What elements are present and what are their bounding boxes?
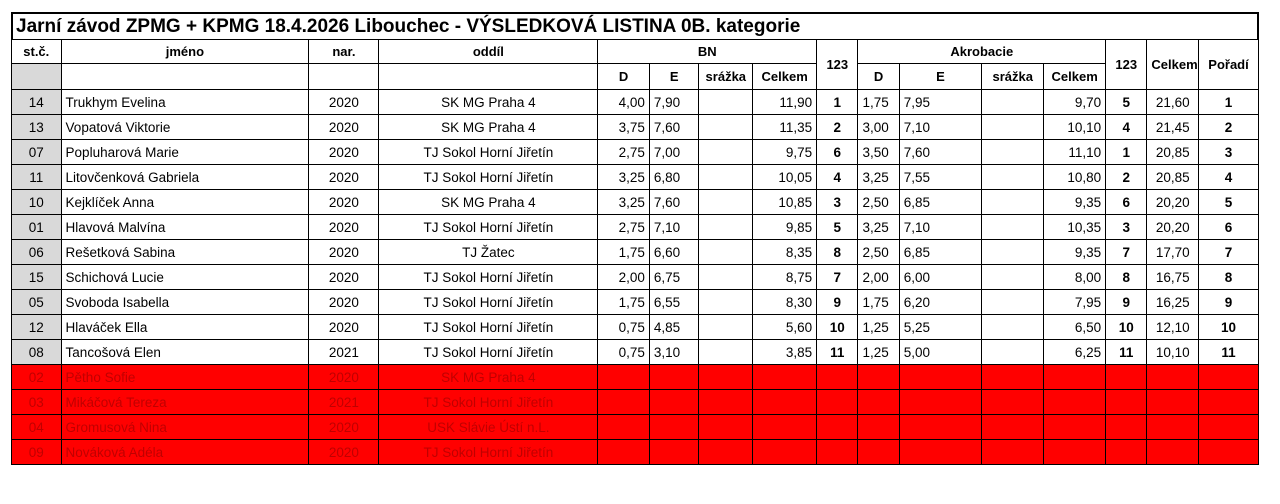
col-header-oddil: oddíl bbox=[379, 40, 598, 64]
table-row bbox=[12, 90, 1259, 115]
row-club: SK MG Praha 4 bbox=[379, 115, 598, 140]
row-bn-srazka bbox=[699, 190, 753, 215]
row-ak-celkem: 9,35 bbox=[1044, 190, 1106, 215]
row-birth-year: 2020 bbox=[309, 315, 379, 340]
blank-header-cell bbox=[379, 64, 598, 90]
empty-score-cell bbox=[1106, 390, 1147, 415]
row-ak-d: 3,00 bbox=[858, 115, 899, 140]
col-header-st: st.č. bbox=[12, 40, 62, 64]
empty-score-cell bbox=[1044, 365, 1106, 390]
row-name: Mikáčová Tereza bbox=[61, 390, 309, 415]
row-bn-celkem: 11,90 bbox=[753, 90, 817, 115]
row-ak-d: 1,25 bbox=[858, 315, 899, 340]
sub-header-bn-celkem: Celkem bbox=[753, 64, 817, 90]
row-ak-e: 5,25 bbox=[899, 315, 982, 340]
blank-header-cell bbox=[61, 64, 309, 90]
row-bn-rank: 2 bbox=[817, 115, 858, 140]
row-club: SK MG Praha 4 bbox=[379, 90, 598, 115]
row-ak-e: 7,10 bbox=[899, 115, 982, 140]
row-total: 10,10 bbox=[1147, 340, 1199, 365]
row-club: USK Slávie Ústí n.L. bbox=[379, 415, 598, 440]
row-name: Kejklíček Anna bbox=[61, 190, 309, 215]
empty-score-cell bbox=[817, 390, 858, 415]
empty-score-cell bbox=[858, 415, 899, 440]
row-bn-e: 4,85 bbox=[649, 315, 699, 340]
row-bn-d: 0,75 bbox=[598, 315, 650, 340]
row-bn-d: 4,00 bbox=[598, 90, 650, 115]
row-bn-e: 6,80 bbox=[649, 165, 699, 190]
row-st-number: 10 bbox=[12, 190, 62, 215]
row-ak-celkem: 9,70 bbox=[1044, 90, 1106, 115]
empty-score-cell bbox=[649, 365, 699, 390]
row-bn-celkem: 9,75 bbox=[753, 140, 817, 165]
header-row-2 bbox=[12, 64, 1259, 90]
row-ak-celkem: 7,95 bbox=[1044, 290, 1106, 315]
row-bn-srazka bbox=[699, 265, 753, 290]
row-name: Hlavová Malvína bbox=[61, 215, 309, 240]
row-total: 20,20 bbox=[1147, 215, 1199, 240]
row-bn-rank: 8 bbox=[817, 240, 858, 265]
header-row-1 bbox=[12, 40, 1259, 64]
col-header-poradi: Pořadí bbox=[1199, 40, 1259, 90]
row-bn-d: 1,75 bbox=[598, 290, 650, 315]
row-bn-d: 3,75 bbox=[598, 115, 650, 140]
row-birth-year: 2020 bbox=[309, 140, 379, 165]
empty-score-cell bbox=[1147, 440, 1199, 465]
empty-score-cell bbox=[649, 415, 699, 440]
row-bn-d: 2,00 bbox=[598, 265, 650, 290]
table-row-dns bbox=[12, 415, 1259, 440]
row-total: 20,85 bbox=[1147, 140, 1199, 165]
table-row bbox=[12, 140, 1259, 165]
row-bn-celkem: 10,85 bbox=[753, 190, 817, 215]
empty-score-cell bbox=[1044, 440, 1106, 465]
row-ak-d: 1,75 bbox=[858, 90, 899, 115]
row-bn-e: 7,00 bbox=[649, 140, 699, 165]
row-ak-celkem: 10,35 bbox=[1044, 215, 1106, 240]
row-bn-e: 7,90 bbox=[649, 90, 699, 115]
row-ak-d: 2,50 bbox=[858, 240, 899, 265]
row-name: Pětho Sofie bbox=[61, 365, 309, 390]
row-bn-rank: 6 bbox=[817, 140, 858, 165]
row-bn-d: 2,75 bbox=[598, 215, 650, 240]
row-name: Trukhym Evelina bbox=[61, 90, 309, 115]
row-bn-rank: 4 bbox=[817, 165, 858, 190]
row-placement: 2 bbox=[1199, 115, 1259, 140]
sub-header-ak-e: E bbox=[899, 64, 982, 90]
row-st-number: 13 bbox=[12, 115, 62, 140]
empty-score-cell bbox=[817, 440, 858, 465]
row-club: TJ Sokol Horní Jiřetín bbox=[379, 290, 598, 315]
row-ak-celkem: 11,10 bbox=[1044, 140, 1106, 165]
row-club: SK MG Praha 4 bbox=[379, 190, 598, 215]
table-row bbox=[12, 215, 1259, 240]
table-row bbox=[12, 115, 1259, 140]
row-bn-srazka bbox=[699, 315, 753, 340]
row-bn-d: 1,75 bbox=[598, 240, 650, 265]
row-birth-year: 2020 bbox=[309, 265, 379, 290]
row-ak-srazka bbox=[982, 140, 1044, 165]
row-ak-d: 3,50 bbox=[858, 140, 899, 165]
row-name: Rešetková Sabina bbox=[61, 240, 309, 265]
table-row-dns bbox=[12, 440, 1259, 465]
row-bn-rank: 7 bbox=[817, 265, 858, 290]
row-bn-srazka bbox=[699, 115, 753, 140]
row-name: Nováková Adéla bbox=[61, 440, 309, 465]
row-st-number: 07 bbox=[12, 140, 62, 165]
row-placement: 8 bbox=[1199, 265, 1259, 290]
row-ak-e: 6,85 bbox=[899, 240, 982, 265]
sub-header-ak-d: D bbox=[858, 64, 899, 90]
empty-score-cell bbox=[1199, 415, 1259, 440]
empty-score-cell bbox=[1106, 365, 1147, 390]
empty-score-cell bbox=[858, 390, 899, 415]
row-bn-celkem: 10,05 bbox=[753, 165, 817, 190]
row-birth-year: 2020 bbox=[309, 90, 379, 115]
row-st-number: 05 bbox=[12, 290, 62, 315]
empty-score-cell bbox=[649, 390, 699, 415]
row-bn-celkem: 11,35 bbox=[753, 115, 817, 140]
sheet-title: Jarní závod ZPMG + KPMG 18.4.2026 Libouchec - VÝSLEDKOVÁ LISTINA 0B. kategorie bbox=[11, 12, 1259, 39]
row-st-number: 11 bbox=[12, 165, 62, 190]
row-name: Svoboda Isabella bbox=[61, 290, 309, 315]
row-birth-year: 2020 bbox=[309, 415, 379, 440]
row-bn-rank: 1 bbox=[817, 90, 858, 115]
col-header-nar: nar. bbox=[309, 40, 379, 64]
empty-score-cell bbox=[1147, 415, 1199, 440]
empty-score-cell bbox=[753, 440, 817, 465]
row-placement: 10 bbox=[1199, 315, 1259, 340]
row-st-number: 12 bbox=[12, 315, 62, 340]
empty-score-cell bbox=[817, 415, 858, 440]
row-ak-srazka bbox=[982, 340, 1044, 365]
row-name: Schichová Lucie bbox=[61, 265, 309, 290]
table-row bbox=[12, 190, 1259, 215]
row-ak-celkem: 9,35 bbox=[1044, 240, 1106, 265]
table-row bbox=[12, 340, 1259, 365]
row-club: TJ Sokol Horní Jiřetín bbox=[379, 340, 598, 365]
row-bn-srazka bbox=[699, 140, 753, 165]
row-st-number: 01 bbox=[12, 215, 62, 240]
row-birth-year: 2020 bbox=[309, 240, 379, 265]
row-club: TJ Sokol Horní Jiřetín bbox=[379, 265, 598, 290]
row-club: SK MG Praha 4 bbox=[379, 365, 598, 390]
row-st-number: 09 bbox=[12, 440, 62, 465]
row-ak-rank: 3 bbox=[1106, 215, 1147, 240]
row-ak-rank: 4 bbox=[1106, 115, 1147, 140]
row-total: 16,25 bbox=[1147, 290, 1199, 315]
row-bn-rank: 10 bbox=[817, 315, 858, 340]
row-st-number: 14 bbox=[12, 90, 62, 115]
empty-score-cell bbox=[982, 390, 1044, 415]
row-name: Gromusová Nina bbox=[61, 415, 309, 440]
row-ak-rank: 2 bbox=[1106, 165, 1147, 190]
empty-score-cell bbox=[817, 365, 858, 390]
row-birth-year: 2020 bbox=[309, 440, 379, 465]
row-club: TJ Sokol Horní Jiřetín bbox=[379, 215, 598, 240]
row-ak-rank: 10 bbox=[1106, 315, 1147, 340]
row-total: 17,70 bbox=[1147, 240, 1199, 265]
results-sheet bbox=[11, 12, 1259, 465]
row-ak-srazka bbox=[982, 315, 1044, 340]
empty-score-cell bbox=[699, 365, 753, 390]
row-ak-srazka bbox=[982, 90, 1044, 115]
row-bn-celkem: 9,85 bbox=[753, 215, 817, 240]
empty-score-cell bbox=[899, 365, 982, 390]
row-club: TJ Žatec bbox=[379, 240, 598, 265]
empty-score-cell bbox=[753, 365, 817, 390]
row-ak-srazka bbox=[982, 115, 1044, 140]
row-bn-rank: 9 bbox=[817, 290, 858, 315]
row-ak-rank: 7 bbox=[1106, 240, 1147, 265]
row-birth-year: 2021 bbox=[309, 390, 379, 415]
row-placement: 7 bbox=[1199, 240, 1259, 265]
row-name: Tancošová Elen bbox=[61, 340, 309, 365]
row-ak-celkem: 10,80 bbox=[1044, 165, 1106, 190]
empty-score-cell bbox=[899, 415, 982, 440]
row-bn-rank: 5 bbox=[817, 215, 858, 240]
empty-score-cell bbox=[598, 440, 650, 465]
empty-score-cell bbox=[1106, 415, 1147, 440]
col-header-bn-rank: 123 bbox=[817, 40, 858, 90]
empty-score-cell bbox=[598, 415, 650, 440]
row-bn-celkem: 8,30 bbox=[753, 290, 817, 315]
row-bn-e: 6,60 bbox=[649, 240, 699, 265]
table-row bbox=[12, 265, 1259, 290]
table-row bbox=[12, 240, 1259, 265]
empty-score-cell bbox=[753, 390, 817, 415]
row-placement: 9 bbox=[1199, 290, 1259, 315]
empty-score-cell bbox=[1106, 440, 1147, 465]
row-ak-rank: 11 bbox=[1106, 340, 1147, 365]
row-ak-e: 7,55 bbox=[899, 165, 982, 190]
row-bn-srazka bbox=[699, 290, 753, 315]
row-bn-e: 7,10 bbox=[649, 215, 699, 240]
row-placement: 3 bbox=[1199, 140, 1259, 165]
row-ak-celkem: 6,50 bbox=[1044, 315, 1106, 340]
blank-header-cell bbox=[12, 64, 62, 90]
row-ak-celkem: 6,25 bbox=[1044, 340, 1106, 365]
row-bn-d: 2,75 bbox=[598, 140, 650, 165]
row-total: 12,10 bbox=[1147, 315, 1199, 340]
empty-score-cell bbox=[858, 440, 899, 465]
empty-score-cell bbox=[1147, 365, 1199, 390]
row-bn-srazka bbox=[699, 340, 753, 365]
sub-header-ak-srazka: srážka bbox=[982, 64, 1044, 90]
col-header-jmeno: jméno bbox=[61, 40, 309, 64]
row-birth-year: 2020 bbox=[309, 215, 379, 240]
row-bn-d: 3,25 bbox=[598, 165, 650, 190]
row-club: TJ Sokol Horní Jiřetín bbox=[379, 315, 598, 340]
row-birth-year: 2020 bbox=[309, 165, 379, 190]
empty-score-cell bbox=[699, 440, 753, 465]
empty-score-cell bbox=[899, 440, 982, 465]
row-name: Litovčenková Gabriela bbox=[61, 165, 309, 190]
row-birth-year: 2020 bbox=[309, 115, 379, 140]
empty-score-cell bbox=[982, 365, 1044, 390]
row-name: Vopatová Viktorie bbox=[61, 115, 309, 140]
row-ak-d: 3,25 bbox=[858, 215, 899, 240]
row-bn-celkem: 3,85 bbox=[753, 340, 817, 365]
row-st-number: 03 bbox=[12, 390, 62, 415]
row-bn-e: 6,55 bbox=[649, 290, 699, 315]
row-ak-e: 5,00 bbox=[899, 340, 982, 365]
table-row-dns bbox=[12, 390, 1259, 415]
row-ak-d: 2,00 bbox=[858, 265, 899, 290]
row-birth-year: 2020 bbox=[309, 190, 379, 215]
row-club: TJ Sokol Horní Jiřetín bbox=[379, 440, 598, 465]
row-ak-e: 7,95 bbox=[899, 90, 982, 115]
table-row-dns bbox=[12, 365, 1259, 390]
row-ak-celkem: 8,00 bbox=[1044, 265, 1106, 290]
row-st-number: 08 bbox=[12, 340, 62, 365]
empty-score-cell bbox=[1044, 415, 1106, 440]
row-st-number: 06 bbox=[12, 240, 62, 265]
row-club: TJ Sokol Horní Jiřetín bbox=[379, 165, 598, 190]
row-ak-e: 7,60 bbox=[899, 140, 982, 165]
results-table bbox=[11, 39, 1259, 465]
empty-score-cell bbox=[1044, 390, 1106, 415]
row-ak-d: 3,25 bbox=[858, 165, 899, 190]
row-placement: 1 bbox=[1199, 90, 1259, 115]
col-header-celkem: Celkem bbox=[1147, 40, 1199, 90]
empty-score-cell bbox=[753, 415, 817, 440]
row-birth-year: 2020 bbox=[309, 365, 379, 390]
row-total: 21,60 bbox=[1147, 90, 1199, 115]
row-ak-srazka bbox=[982, 165, 1044, 190]
empty-score-cell bbox=[899, 390, 982, 415]
col-header-ak-rank: 123 bbox=[1106, 40, 1147, 90]
empty-score-cell bbox=[598, 390, 650, 415]
row-placement: 6 bbox=[1199, 215, 1259, 240]
row-ak-e: 6,00 bbox=[899, 265, 982, 290]
row-ak-d: 1,25 bbox=[858, 340, 899, 365]
row-bn-e: 7,60 bbox=[649, 115, 699, 140]
row-st-number: 02 bbox=[12, 365, 62, 390]
empty-score-cell bbox=[699, 415, 753, 440]
row-ak-rank: 5 bbox=[1106, 90, 1147, 115]
row-ak-rank: 8 bbox=[1106, 265, 1147, 290]
row-ak-d: 1,75 bbox=[858, 290, 899, 315]
row-bn-srazka bbox=[699, 215, 753, 240]
row-bn-srazka bbox=[699, 90, 753, 115]
row-st-number: 04 bbox=[12, 415, 62, 440]
row-ak-srazka bbox=[982, 265, 1044, 290]
empty-score-cell bbox=[1147, 390, 1199, 415]
row-ak-e: 6,20 bbox=[899, 290, 982, 315]
row-ak-d: 2,50 bbox=[858, 190, 899, 215]
row-ak-srazka bbox=[982, 190, 1044, 215]
row-placement: 4 bbox=[1199, 165, 1259, 190]
empty-score-cell bbox=[858, 365, 899, 390]
sub-header-ak-celkem: Celkem bbox=[1044, 64, 1106, 90]
empty-score-cell bbox=[598, 365, 650, 390]
col-header-akrobacie: Akrobacie bbox=[858, 40, 1106, 64]
empty-score-cell bbox=[982, 415, 1044, 440]
row-bn-d: 3,25 bbox=[598, 190, 650, 215]
row-st-number: 15 bbox=[12, 265, 62, 290]
row-ak-srazka bbox=[982, 290, 1044, 315]
row-name: Hlaváček Ella bbox=[61, 315, 309, 340]
row-bn-celkem: 8,75 bbox=[753, 265, 817, 290]
row-ak-e: 7,10 bbox=[899, 215, 982, 240]
table-row bbox=[12, 315, 1259, 340]
row-bn-rank: 11 bbox=[817, 340, 858, 365]
row-bn-e: 6,75 bbox=[649, 265, 699, 290]
row-name: Popluharová Marie bbox=[61, 140, 309, 165]
table-row bbox=[12, 165, 1259, 190]
row-placement: 5 bbox=[1199, 190, 1259, 215]
row-birth-year: 2021 bbox=[309, 340, 379, 365]
row-bn-celkem: 5,60 bbox=[753, 315, 817, 340]
empty-score-cell bbox=[1199, 365, 1259, 390]
row-birth-year: 2020 bbox=[309, 290, 379, 315]
row-ak-celkem: 10,10 bbox=[1044, 115, 1106, 140]
row-total: 21,45 bbox=[1147, 115, 1199, 140]
row-club: TJ Sokol Horní Jiřetín bbox=[379, 140, 598, 165]
sub-header-bn-d: D bbox=[598, 64, 650, 90]
row-bn-srazka bbox=[699, 240, 753, 265]
blank-header-cell bbox=[309, 64, 379, 90]
sub-header-bn-srazka: srážka bbox=[699, 64, 753, 90]
row-ak-rank: 6 bbox=[1106, 190, 1147, 215]
sub-header-bn-e: E bbox=[649, 64, 699, 90]
col-header-bn: BN bbox=[598, 40, 817, 64]
empty-score-cell bbox=[1199, 440, 1259, 465]
row-placement: 11 bbox=[1199, 340, 1259, 365]
row-total: 20,85 bbox=[1147, 165, 1199, 190]
empty-score-cell bbox=[699, 390, 753, 415]
row-ak-srazka bbox=[982, 240, 1044, 265]
row-bn-d: 0,75 bbox=[598, 340, 650, 365]
empty-score-cell bbox=[649, 440, 699, 465]
row-ak-rank: 9 bbox=[1106, 290, 1147, 315]
row-bn-celkem: 8,35 bbox=[753, 240, 817, 265]
row-ak-rank: 1 bbox=[1106, 140, 1147, 165]
row-club: TJ Sokol Horní Jiřetín bbox=[379, 390, 598, 415]
empty-score-cell bbox=[982, 440, 1044, 465]
row-bn-srazka bbox=[699, 165, 753, 190]
row-bn-e: 3,10 bbox=[649, 340, 699, 365]
empty-score-cell bbox=[1199, 390, 1259, 415]
row-total: 16,75 bbox=[1147, 265, 1199, 290]
row-total: 20,20 bbox=[1147, 190, 1199, 215]
row-bn-rank: 3 bbox=[817, 190, 858, 215]
row-bn-e: 7,60 bbox=[649, 190, 699, 215]
row-ak-e: 6,85 bbox=[899, 190, 982, 215]
table-row bbox=[12, 290, 1259, 315]
row-ak-srazka bbox=[982, 215, 1044, 240]
